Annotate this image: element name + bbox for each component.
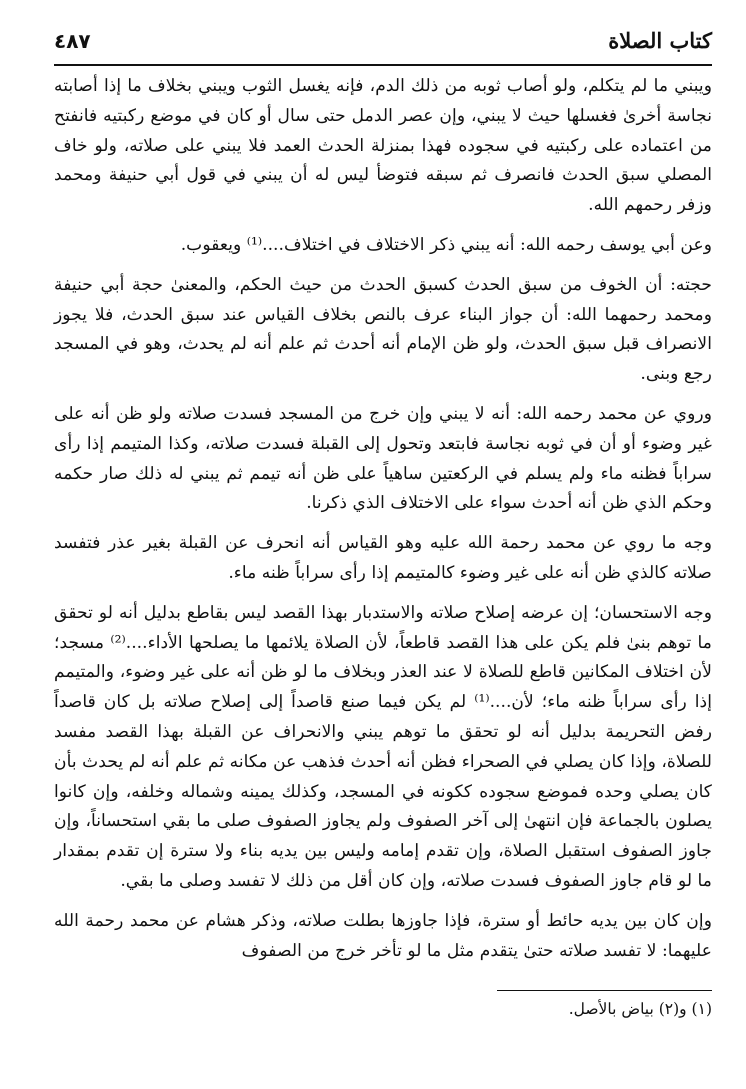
paragraph: وعن أبي يوسف رحمه الله: أنه يبني ذكر الاختلاف في اختلاف....⁽¹⁾ ويعقوب. (180, 234, 712, 255)
header-rule (54, 64, 712, 66)
paragraph: وروي عن محمد رحمه الله: أنه لا يبني وإن خرج من المسجد فسدت صلاته ولو ظن أنه على غير وضوء أو أن في ثوبه نجاسة فابتعد وتحول إلى القبلة فسدت صلاته، وكذا المتيمم إذا رأى سراباً فظنه ماء ولم يسلم في الركعتين ساهياً على ظن أنه تيمم ثم يبني له ذلك صار حكمه وحكم الذي ظن أنه أحدث سواء على الاختلاف الذي ذكرنا. (54, 403, 712, 514)
main-text (54, 72, 712, 966)
running-header (54, 28, 712, 62)
book-title: كتاب الصلاة (608, 28, 712, 53)
footnote: (١) و(٢) بياض بالأصل. (568, 1000, 712, 1019)
paragraph: وإن كان بين يديه حائط أو سترة، فإذا جاوزها بطلت صلاته، وذكر هشام عن محمد رحمة الله عليهما: لا تفسد صلاته حتىٰ يتقدم مثل ما لو تأخر خرج من الصفوف (54, 910, 712, 961)
paragraph: وجه ما روي عن محمد رحمة الله عليه وهو القياس أنه انحرف عن القبلة بغير عذر فتفسد صلاته كالذي ظن أنه على غير وضوء كالمتيمم إذا رأى سراباً ظنه ماء. (54, 533, 712, 583)
footnote-separator (497, 990, 712, 991)
paragraph: حجته: أن الخوف من سبق الحدث كسبق الحدث من حيث الحكم، والمعنىٰ حجة أبي حنيفة ومحمد رحمهما الله: أن جواز البناء عرف بالنص بخلاف القياس عند سبق الحدث، فلا يجوز الانصراف قبل سبق الحدث، ولو ظن الإمام أنه أحدث ثم علم أنه لم يحدث، وهو في المسجد رجع وبنى. (54, 274, 712, 385)
paragraph: وجه الاستحسان؛ إن عرضه إصلاح صلاته والاستدبار بهذا القصد ليس بقاطع بدليل أنه لو تحقق ما توهم بنىٰ فلم يكن على هذا القصد قاطعاً، لأن الصلاة يلائمها ما يصلحها الأداء....⁽²⁾ مسجد؛ لأن اختلاف المكانين قاطع للصلاة لا عند العذر وبخلاف ما لو ظن أنه على غير وضوء، والمتيمم إذا رأى سراباً ظنه ماء؛ لأن....⁽¹⁾ لم يكن فيما صنع قاصداً إلى إصلاح صلاته بل كان قاصداً رفض التحريمة بدليل أنه لو تحقق ما توهم يبني والانحراف عن القبلة بهذا القصد مفسد للصلاة، وإذا كان يصلي في الصحراء فظن أنه أحدث فذهب عن مكانه ثم علم أنه لم يحدث بأن كان يصلي وحده فموضع سجوده ككونه في المسجد، وكذلك يمينه وشماله وخلفه، وإن كانوا يصلون بالجماعة فإن انتهىٰ إلى آخر الصفوف ولم يجاوز الصفوف صلى ما بقي استحساناً، وإن جاوز الصفوف استقبل الصلاة، وإن تقدم إمامه وليس بين يديه بناء ولا سترة إن تقدم بمقدار ما لو قام جاوز الصفوف فسدت صلاته، وإن كان أقل من ذلك لا تفسد وصلى ما بقي. (54, 602, 712, 891)
paragraph: ويبني ما لم يتكلم، ولو أصاب ثوبه من ذلك الدم، فإنه يغسل الثوب ويبني بخلاف ما إذا أصابته نجاسة أخرىٰ فغسلها حيث لا يبني، وإن عصر الدمل حتى سال أو كان في موضع ركبتيه فانفتح من اعتماده على ركبتيه في سجوده فهذا بمنزلة الحدث العمد فلا يبني على صلاته، ولو خاف المصلي سبق الحدث فانصرف ثم سبقه فتوضأ ليس له أن يبني في قول أبي حنيفة ومحمد وزفر رحمهم الله. (54, 76, 712, 216)
page-number: ٤٨٧ (54, 29, 91, 53)
